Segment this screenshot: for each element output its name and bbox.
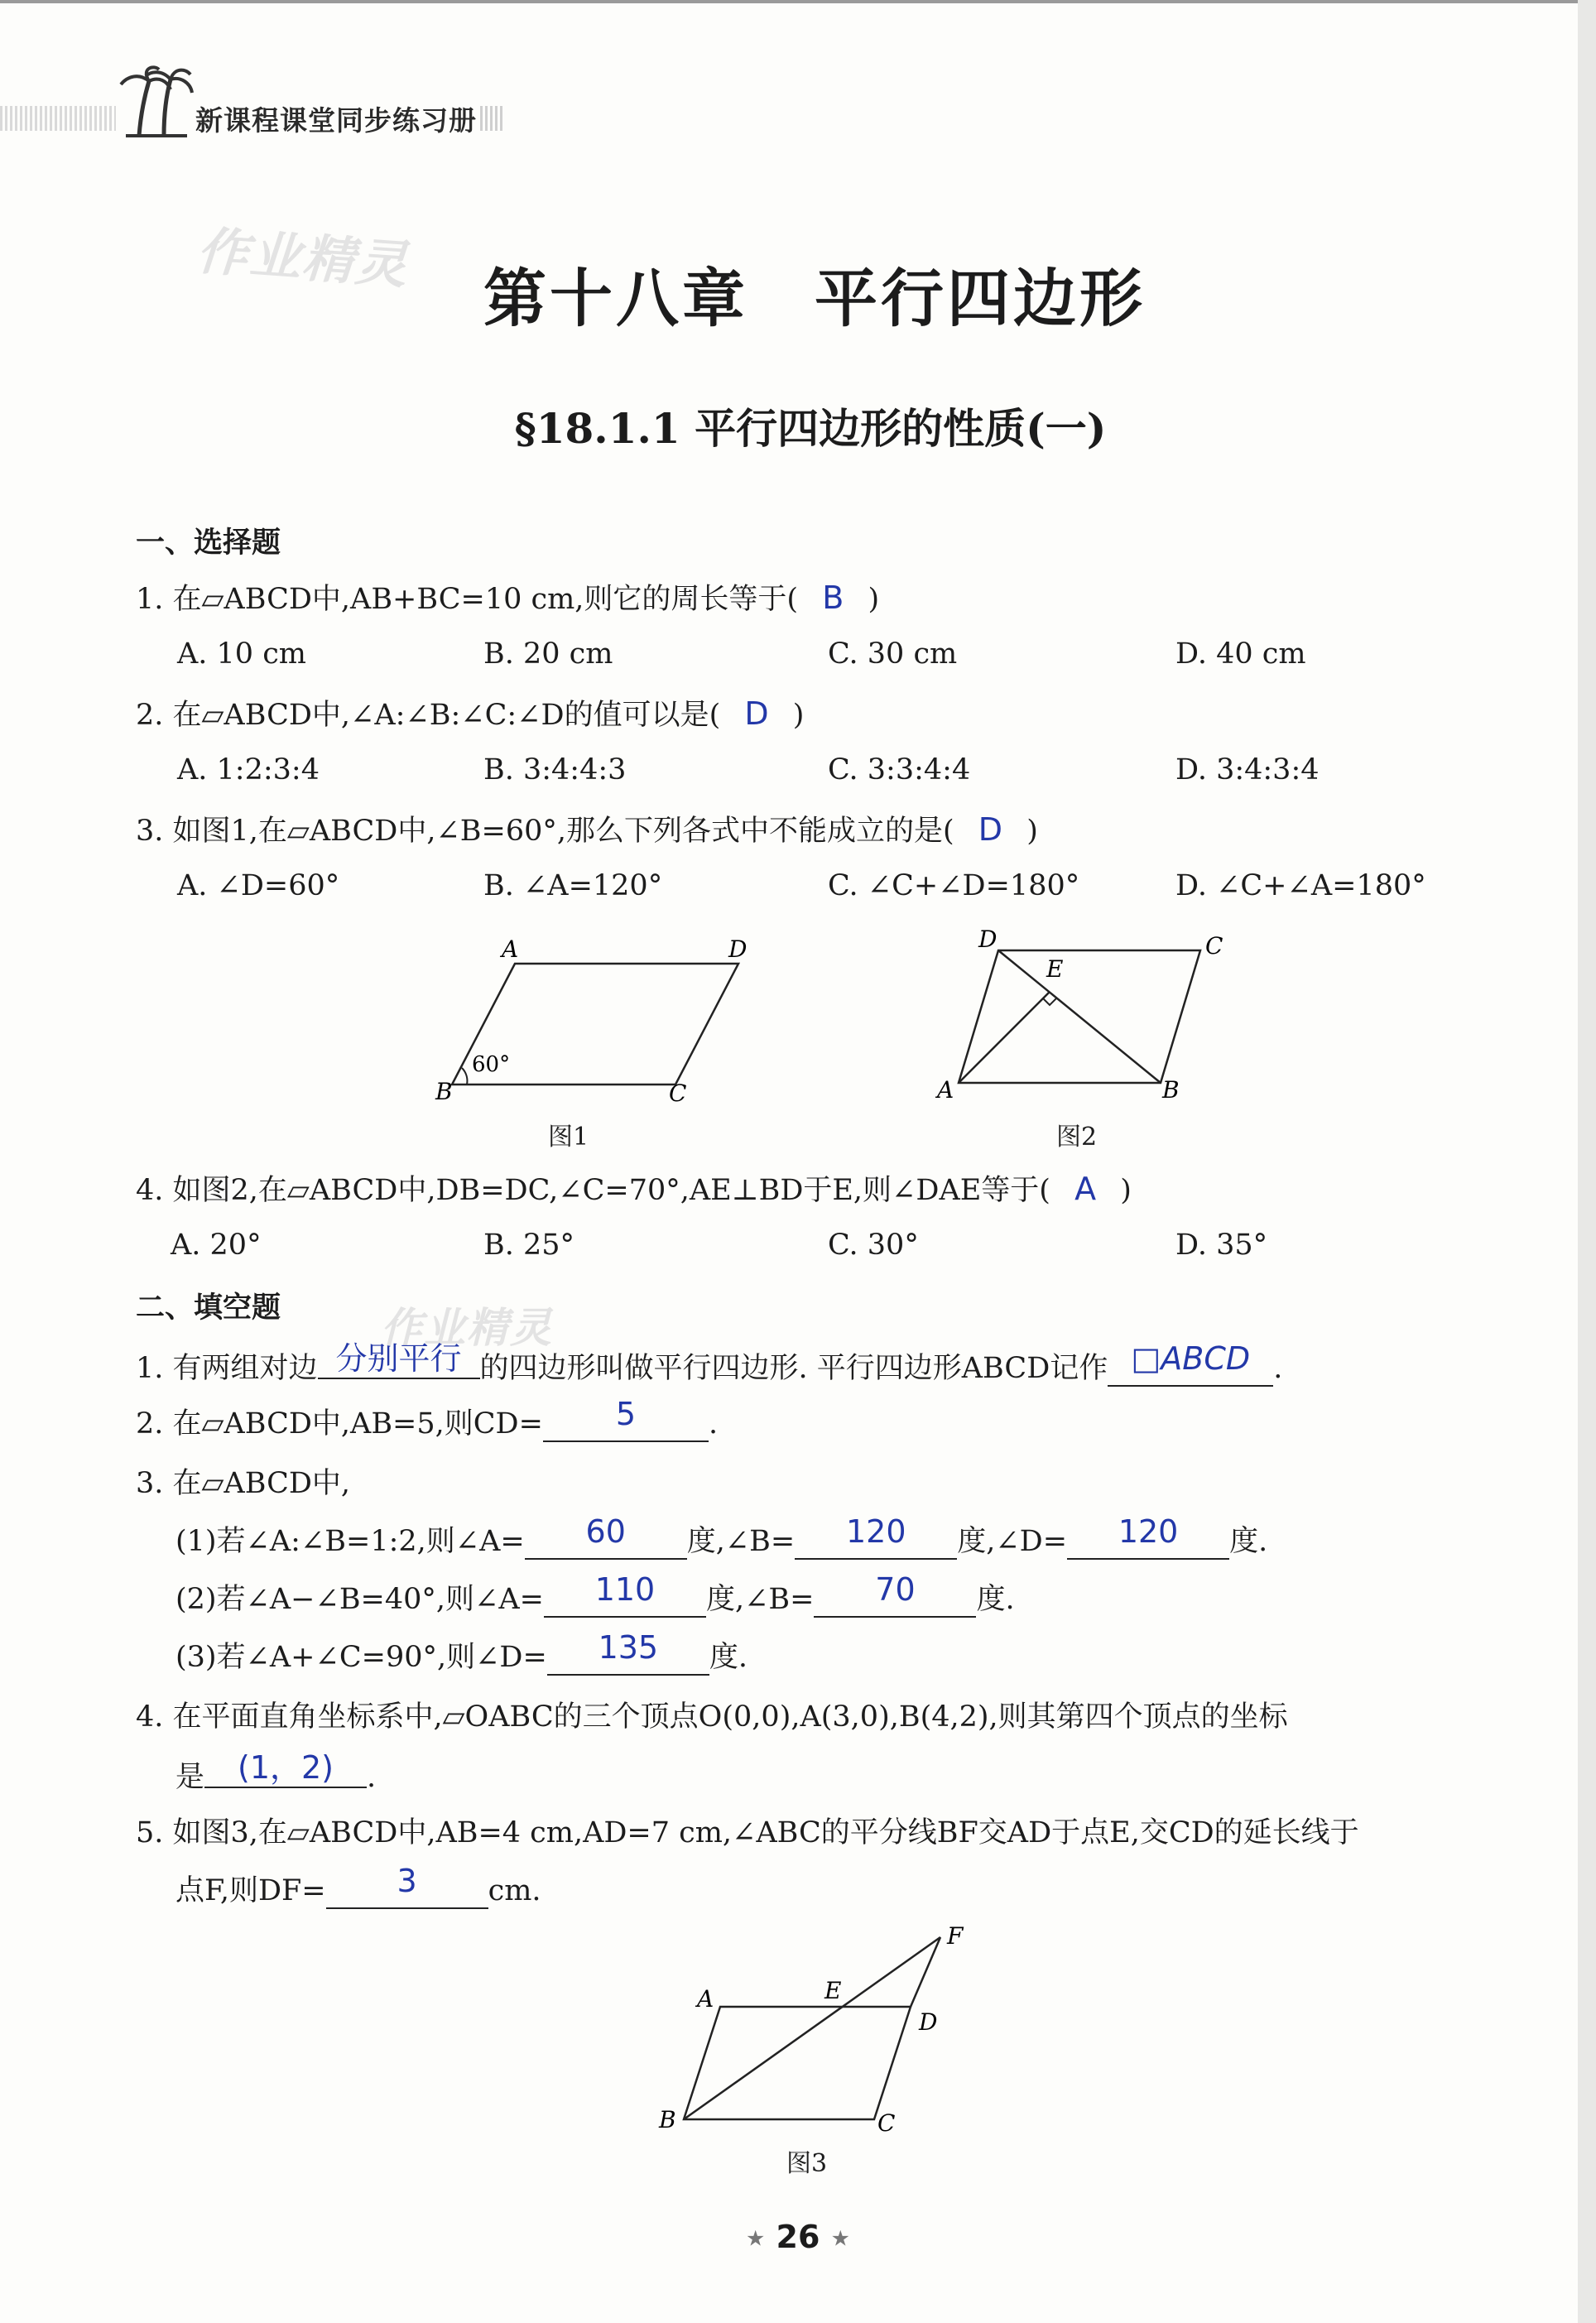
header-band — [0, 106, 116, 131]
fig2-label-b: B — [1162, 1076, 1180, 1104]
answer-blank: 110 — [544, 1580, 706, 1618]
option: A. 1:2:3:4 — [177, 753, 320, 786]
option: B. 25° — [483, 1229, 575, 1262]
option: C. 3:3:4:4 — [828, 753, 971, 786]
watermark-2: 作业精灵 — [381, 1304, 553, 1352]
option: D. 35° — [1175, 1229, 1268, 1262]
fill-question-4-line-2: 是 (1，2) . — [175, 1749, 377, 1794]
option: C. 30° — [828, 1229, 919, 1262]
fig3-label-d: D — [919, 2008, 938, 2036]
page-number: ★ 26 ★ — [746, 2219, 850, 2255]
section-title: §18.1.1 平行四边形的性质(一) — [514, 404, 1107, 453]
option: B. ∠A=120° — [483, 869, 663, 902]
fill-question-1: 1. 有两组对边 分别平行 的四边形叫做平行四边形. 平行四边形ABCD记作 □ABCD . — [136, 1340, 1283, 1385]
star-icon: ★ — [746, 2226, 766, 2252]
fig1-angle: 60° — [472, 1052, 511, 1077]
part1-heading: 一、选择题 — [136, 527, 281, 560]
fig3-label-f: F — [947, 1922, 964, 1950]
star-icon: ★ — [830, 2226, 850, 2252]
fig1-label-c: C — [669, 1080, 687, 1107]
option: D. ∠C+∠A=180° — [1175, 869, 1426, 902]
answer: D — [978, 811, 1003, 848]
choice-question-2: 2. 在▱ABCD中,∠A:∠B:∠C:∠D的值可以是( D ) — [136, 695, 805, 732]
answer-blank: 3 — [326, 1871, 488, 1909]
fig1-caption: 图1 — [548, 1123, 589, 1152]
fig1-label-b: B — [435, 1078, 453, 1105]
fig1-label-a: A — [502, 935, 519, 963]
option: A. 20° — [171, 1229, 262, 1262]
fig3-label-e: E — [824, 1977, 842, 2004]
answer-blank: 60 — [525, 1522, 687, 1560]
answer-blank: 135 — [547, 1638, 709, 1676]
option: C. 30 cm — [828, 637, 958, 671]
fig2-label-c: C — [1205, 932, 1223, 960]
fig2-label-e: E — [1046, 955, 1064, 983]
option: A. 10 cm — [177, 637, 306, 671]
answer: D — [744, 695, 769, 732]
answer: B — [822, 580, 844, 616]
fill-question-5: 5. 如图3,在▱ABCD中,AB=4 cm,AD=7 cm,∠ABC的平分线BF交AD于点E,交CD的延长线于 — [136, 1816, 1359, 1849]
answer-blank: (1，2) — [204, 1750, 367, 1788]
chapter-title: 第十八章 平行四边形 — [483, 262, 1146, 335]
fig3-label-a: A — [697, 1985, 714, 2013]
part2-heading: 二、填空题 — [136, 1291, 281, 1325]
series-title: 新课程课堂同步练习册 — [195, 104, 477, 137]
option: A. ∠D=60° — [177, 869, 340, 902]
option: C. ∠C+∠D=180° — [828, 869, 1080, 902]
fill-question-2: 2. 在▱ABCD中,AB=5,则CD= 5 . — [136, 1396, 719, 1440]
answer-blank: 70 — [814, 1580, 976, 1618]
fill-question-3: 3. 在▱ABCD中, — [136, 1467, 351, 1500]
answer-blank: 120 — [1067, 1522, 1229, 1560]
fill-question-3-part-1: (1)若∠A:∠B=1:2,则∠A= 60 度,∠B= 120 度,∠D= 120 度. — [175, 1513, 1268, 1558]
fig3-label-c: C — [877, 2109, 896, 2136]
fig2-label-a: A — [937, 1076, 954, 1104]
fig2-caption: 图2 — [1056, 1123, 1098, 1152]
option: B. 20 cm — [483, 637, 613, 671]
page-edge — [1578, 0, 1596, 2323]
option: D. 40 cm — [1175, 637, 1306, 671]
fig1-label-d: D — [728, 935, 748, 963]
fill-question-3-part-3: (3)若∠A+∠C=90°,则∠D= 135 度. — [175, 1629, 748, 1674]
watermark: 作业精灵 — [195, 220, 411, 296]
figure-3 — [646, 1921, 993, 2136]
figure-2 — [919, 926, 1250, 1116]
fig2-label-d: D — [978, 926, 997, 953]
choice-question-1: 1. 在▱ABCD中,AB+BC=10 cm,则它的周长等于( B ) — [136, 580, 880, 616]
option: D. 3:4:3:4 — [1175, 753, 1320, 786]
figure-1 — [430, 927, 762, 1126]
answer-blank: □ABCD — [1108, 1349, 1273, 1387]
top-border — [0, 0, 1596, 3]
option: B. 3:4:4:3 — [483, 753, 627, 786]
fig3-label-b: B — [659, 2106, 676, 2133]
fill-question-5-line-2: 点F,则DF= 3 cm. — [175, 1863, 541, 1907]
fill-question-4: 4. 在平面直角坐标系中,▱OABC的三个顶点O(0,0),A(3,0),B(4,2),则其第四个顶点的坐标 — [136, 1700, 1288, 1734]
choice-question-4: 4. 如图2,在▱ABCD中,DB=DC,∠C=70°,AE⊥BD于E,则∠DAE等于( A ) — [136, 1171, 1132, 1207]
answer-blank: 120 — [795, 1522, 957, 1560]
answer-blank: 5 — [543, 1404, 709, 1442]
answer: A — [1074, 1171, 1097, 1207]
choice-question-3: 3. 如图1,在▱ABCD中,∠B=60°,那么下列各式中不能成立的是( D ) — [136, 811, 1038, 848]
answer-blank: 分别平行 — [318, 1341, 480, 1379]
header-band-end — [480, 106, 503, 131]
fill-question-3-part-2: (2)若∠A−∠B=40°,则∠A= 110 度,∠B= 70 度. — [175, 1571, 1015, 1616]
palm-tree-icon — [116, 65, 195, 139]
fig3-caption: 图3 — [786, 2149, 828, 2178]
